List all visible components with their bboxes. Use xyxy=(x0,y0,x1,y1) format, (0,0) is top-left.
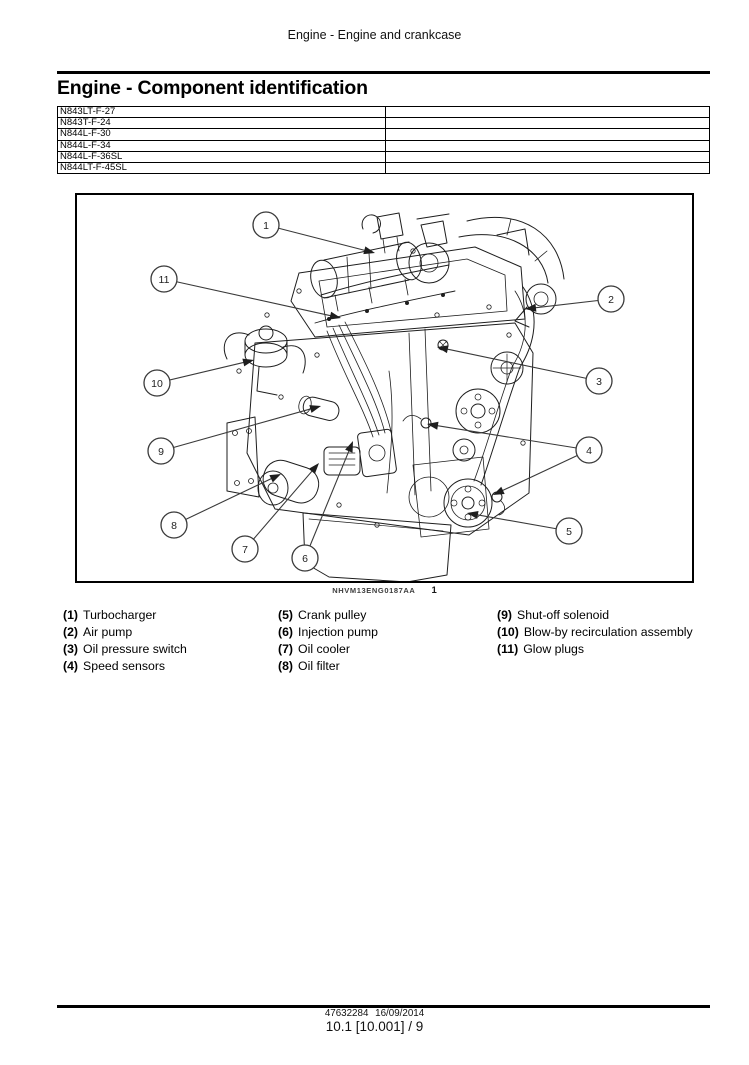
legend-item xyxy=(63,658,278,675)
legend-item-label: Oil filter xyxy=(298,659,340,673)
model-cell: N844LT-F-45SL xyxy=(58,162,386,173)
footer-date: 16/09/2014 xyxy=(375,1008,425,1019)
legend-column-3 xyxy=(497,607,713,675)
callout-arrowhead xyxy=(242,359,254,367)
legend-item xyxy=(497,607,713,624)
legend-item-number: (9) xyxy=(497,608,513,622)
table-row xyxy=(58,162,710,173)
model-value-cell xyxy=(386,107,710,118)
table-row xyxy=(58,140,710,151)
legend-item-number: (6) xyxy=(278,625,294,639)
legend-item-number: (1) xyxy=(63,608,79,622)
model-cell: N844L-F-34 xyxy=(58,140,386,151)
legend-item-number: (8) xyxy=(278,659,294,673)
svg-text:3: 3 xyxy=(596,375,602,388)
callout-arrowhead xyxy=(493,487,505,495)
legend-item-number: (7) xyxy=(278,642,294,656)
legend-item-label: Oil cooler xyxy=(298,642,350,656)
title-rule xyxy=(57,71,710,74)
model-table xyxy=(57,106,710,174)
legend-item xyxy=(278,658,497,675)
legend-item-number: (5) xyxy=(278,608,294,622)
callout-11 xyxy=(151,266,341,320)
callout-5 xyxy=(467,511,582,544)
figure-number: 1 xyxy=(431,585,437,596)
legend-item-label: Crank pulley xyxy=(298,608,367,622)
figure-image-code: NHVM13ENG0187AA xyxy=(332,586,416,595)
model-cell: N843LT-F-27 xyxy=(58,107,386,118)
model-value-cell xyxy=(386,140,710,151)
table-row xyxy=(58,118,710,129)
figure-caption xyxy=(75,585,694,596)
footer-page-ref: 10.1 [10.001] / 9 xyxy=(325,1019,424,1034)
svg-text:11: 11 xyxy=(158,273,170,286)
svg-text:6: 6 xyxy=(302,552,308,565)
legend-item-label: Speed sensors xyxy=(83,659,166,673)
legend-item-label: Injection pump xyxy=(298,625,379,639)
footer-doc-line xyxy=(0,1008,749,1019)
svg-text:5: 5 xyxy=(566,525,572,538)
footer-doc-number: 47632284 xyxy=(324,1008,369,1019)
legend-item xyxy=(278,641,497,658)
legend-item-number: (10) xyxy=(497,625,519,639)
callout-arrowhead xyxy=(309,405,321,413)
legend-column-2 xyxy=(278,607,497,675)
svg-text:1: 1 xyxy=(263,219,269,232)
component-legend xyxy=(63,607,713,675)
callout-10 xyxy=(144,359,254,396)
legend-item xyxy=(278,607,497,624)
legend-item xyxy=(497,641,713,658)
model-value-cell xyxy=(386,118,710,129)
model-value-cell xyxy=(386,151,710,162)
svg-text:4: 4 xyxy=(586,444,592,457)
callout-3 xyxy=(437,345,612,394)
callout-layer xyxy=(144,212,624,571)
page-title: Engine - Component identification xyxy=(57,77,368,99)
model-cell: N844L-F-36SL xyxy=(58,151,386,162)
legend-item-label: Oil pressure switch xyxy=(83,642,187,656)
legend-item xyxy=(63,624,278,641)
callout-arrowhead xyxy=(329,312,341,320)
engine-illustration xyxy=(224,213,564,581)
legend-item-number: (4) xyxy=(63,659,79,673)
table-row xyxy=(58,151,710,162)
svg-text:9: 9 xyxy=(158,445,164,458)
legend-item xyxy=(63,607,278,624)
legend-item-label: Turbocharger xyxy=(83,608,157,622)
model-cell: N843T-F-24 xyxy=(58,118,386,129)
callout-arrowhead xyxy=(467,511,479,519)
legend-item-number: (3) xyxy=(63,642,79,656)
model-cell: N844L-F-30 xyxy=(58,129,386,140)
figure-frame xyxy=(75,193,694,583)
table-row xyxy=(58,107,710,118)
callout-6 xyxy=(292,441,353,571)
legend-item xyxy=(278,624,497,641)
legend-item-label: Glow plugs xyxy=(523,642,585,656)
model-value-cell xyxy=(386,162,710,173)
svg-text:7: 7 xyxy=(242,543,248,556)
legend-item-number: (11) xyxy=(497,642,519,656)
callout-1 xyxy=(253,212,375,254)
callout-arrowhead xyxy=(269,474,281,482)
legend-item xyxy=(497,624,713,641)
svg-text:10: 10 xyxy=(151,377,163,390)
table-row xyxy=(58,129,710,140)
legend-item xyxy=(63,641,278,658)
model-value-cell xyxy=(386,129,710,140)
svg-text:8: 8 xyxy=(171,519,177,532)
legend-item-label: Blow-by recirculation assembly xyxy=(523,625,693,639)
running-header: Engine - Engine and crankcase xyxy=(287,28,462,42)
legend-item-label: Shut-off solenoid xyxy=(517,608,610,622)
callout-9 xyxy=(148,405,321,464)
legend-item-label: Air pump xyxy=(83,625,133,639)
legend-item-number: (2) xyxy=(63,625,79,639)
callout-arrowhead xyxy=(363,246,375,254)
callout-2 xyxy=(525,286,624,312)
svg-text:2: 2 xyxy=(608,293,614,306)
legend-column-1 xyxy=(63,607,278,675)
